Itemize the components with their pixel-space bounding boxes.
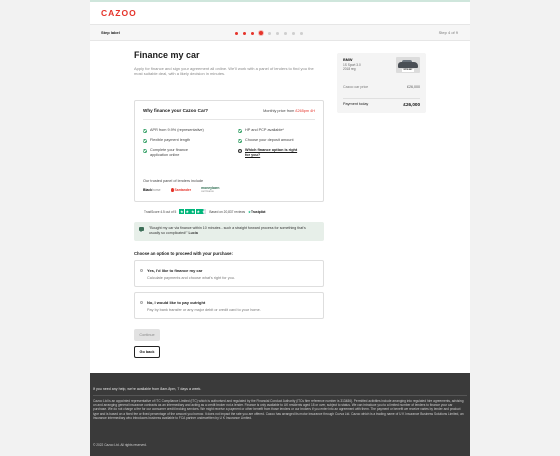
- step-progress-bar: [90, 25, 470, 41]
- step-counter: Step 4 of 9: [438, 30, 458, 35]
- trustscore-text: TrustScore 4.5 out of 5: [144, 209, 177, 214]
- lenders-title: Our trusted panel of lenders include: [143, 179, 204, 183]
- step-dot-9: [300, 32, 303, 35]
- step-dot-1: [235, 32, 238, 35]
- option-finance[interactable]: [134, 260, 324, 287]
- cazoo-logo[interactable]: CAZOO: [101, 8, 137, 18]
- car-year: 2018 reg: [343, 67, 356, 71]
- footer: [90, 373, 470, 456]
- speech-bubble-icon: [139, 227, 144, 231]
- intro-text: Apply for finance and sign your agreement all online. We'll work with a panel of lenders to find you the most suitable deal, with a likely decision in minutes.: [134, 66, 314, 77]
- car-model: 1S Sport 3.0: [343, 63, 361, 67]
- which-finance-link[interactable]: Which finance option is right for you?: [245, 148, 298, 157]
- main-content: [134, 50, 324, 77]
- option-pay-title: No, I would like to pay outright: [147, 300, 206, 305]
- footer-help-text: If you need any help, we're available from 8am-8pm, 7 days a week.: [93, 387, 202, 391]
- trustpilot-logo: ★Trustpilot: [248, 209, 266, 214]
- lenders-logos: [143, 187, 219, 193]
- monthly-price: [263, 109, 315, 113]
- customer-quote: [134, 222, 324, 241]
- payment-today-label: Payment today: [343, 102, 369, 106]
- step-dot-8: [292, 32, 295, 35]
- star-icon: ★: [185, 209, 190, 214]
- santander-flame-icon: [171, 188, 174, 192]
- why-finance-panel: [134, 100, 324, 202]
- order-summary: [337, 53, 426, 113]
- step-dot-7: [284, 32, 287, 35]
- reviews-count: Based on 20,837 reviews: [209, 209, 246, 214]
- santander-logo: Santander: [171, 188, 192, 192]
- star-icon: ★: [202, 209, 206, 214]
- feature-text: Flexible payment length: [150, 138, 191, 142]
- step-dot-2: [243, 32, 246, 35]
- quote-text: "Bought my car via finance within 10 minutes - such a straight forward process for something that's usually so complicated!": [149, 226, 306, 235]
- feature-apr: [143, 128, 225, 133]
- step-dot-4-current: [259, 31, 263, 35]
- go-back-button[interactable]: Go back: [134, 346, 160, 358]
- star-icon: ★: [196, 209, 201, 214]
- feature-online: [143, 148, 205, 157]
- footer-legal-text: Cazoo Ltd is an appointed representative of ITC Compliance Limited (ITC) which is authorised and regulated by the Financial Conduct Authority (ITCs firm reference number is 313486). Permitted activities include arranging into regulated hire agreements, advising on and arranging general insurance contracts as an intermediary and acting as a credit broker not a lender. Finance is only available to UK residents aged 18 or over, subject to status. We can introduce you to a limited number of lenders to finance your car purchase. We do not charge a fee for our consumer credit broking services. We might receive a payment or other benefit from those lenders or our brokers if you enter into an agreement with them. The payment or benefit we receive varies by lender and product type and is based on a fixed fee or fixed percentage of the amount you borrow. It does not impact the rate you are offered. Cazoo has arranged its motor insurance through Cuvva Ltd. Cazoo which is a trading name of U K Insurance Business Solutions Limited, an insurance intermediary who introduces business available to FCA partner underwritten by U K Insurance Limited.: [93, 399, 464, 420]
- star-icon: ★: [180, 209, 184, 214]
- car-image: [396, 57, 420, 73]
- feature-which-option[interactable]: [238, 148, 298, 157]
- trustpilot-stars: [179, 209, 206, 214]
- step-dot-6: [276, 32, 279, 35]
- payment-today-row: [343, 102, 420, 107]
- cash-price-label: Cazoo car price: [343, 85, 369, 89]
- choose-option-heading: Choose an option to proceed with your purchase:: [134, 251, 233, 256]
- cash-price-value: £26,000: [407, 85, 420, 89]
- number-plate: BF18 ABC: [403, 69, 413, 71]
- feature-text: APR from 9.9% (representative): [150, 128, 204, 132]
- star-icon: ★: [191, 209, 195, 214]
- option-finance-subtitle: Calculate payments and choose what's right for you.: [147, 276, 235, 280]
- feature-deposit: [238, 138, 320, 143]
- cash-price-row: [343, 85, 420, 89]
- payment-today-value: £26,000: [403, 102, 420, 107]
- car-make: BMW: [343, 58, 353, 62]
- step-dot-5: [268, 32, 271, 35]
- check-icon: [238, 129, 242, 133]
- monthly-price-label: Monthly price from: [263, 109, 295, 113]
- why-divider: [143, 119, 315, 120]
- continue-button[interactable]: Continue: [134, 329, 160, 341]
- why-finance-title: Why finance your Cazoo Car?: [143, 108, 209, 113]
- footer-copyright: © 2022 Cazoo Ltd. All rights reserved.: [93, 443, 147, 447]
- car-body: [398, 62, 418, 68]
- step-dots: [235, 31, 303, 35]
- trustpilot-widget[interactable]: [144, 209, 266, 214]
- footer-divider: [93, 395, 467, 396]
- moneybarn-logo: moneybarn car finance: [201, 186, 220, 193]
- quote-author: Lucia: [188, 230, 198, 235]
- feature-text: Choose your deposit amount: [245, 138, 294, 142]
- check-icon: [143, 149, 147, 153]
- finance-radio[interactable]: [140, 269, 143, 272]
- pay-outright-radio[interactable]: [140, 301, 143, 304]
- summary-divider: [343, 98, 420, 99]
- option-pay-subtitle: Pay by bank transfer or any major debit or credit card to your home.: [147, 308, 261, 312]
- info-icon: !: [239, 148, 241, 153]
- page: [90, 0, 470, 456]
- step-dot-3: [251, 32, 254, 35]
- car-details: [343, 63, 361, 71]
- step-label: Step label: [101, 30, 120, 35]
- feature-text: Complete your finance application online: [150, 148, 188, 157]
- check-icon: [143, 139, 147, 143]
- feature-text: HP and PCP available*: [245, 128, 284, 132]
- check-icon: [238, 139, 242, 143]
- blackhorse-logo: Blackhorse: [143, 188, 161, 192]
- option-finance-title: Yes, I'd like to finance my car: [147, 268, 203, 273]
- feature-flexible: [143, 138, 225, 143]
- monthly-price-value[interactable]: £265pm 4H: [295, 109, 315, 113]
- check-icon: [143, 129, 147, 133]
- option-pay-outright[interactable]: [134, 292, 324, 319]
- feature-hp-pcp: [238, 128, 320, 133]
- top-accent-bar: [90, 0, 470, 2]
- page-title: Finance my car: [134, 50, 200, 60]
